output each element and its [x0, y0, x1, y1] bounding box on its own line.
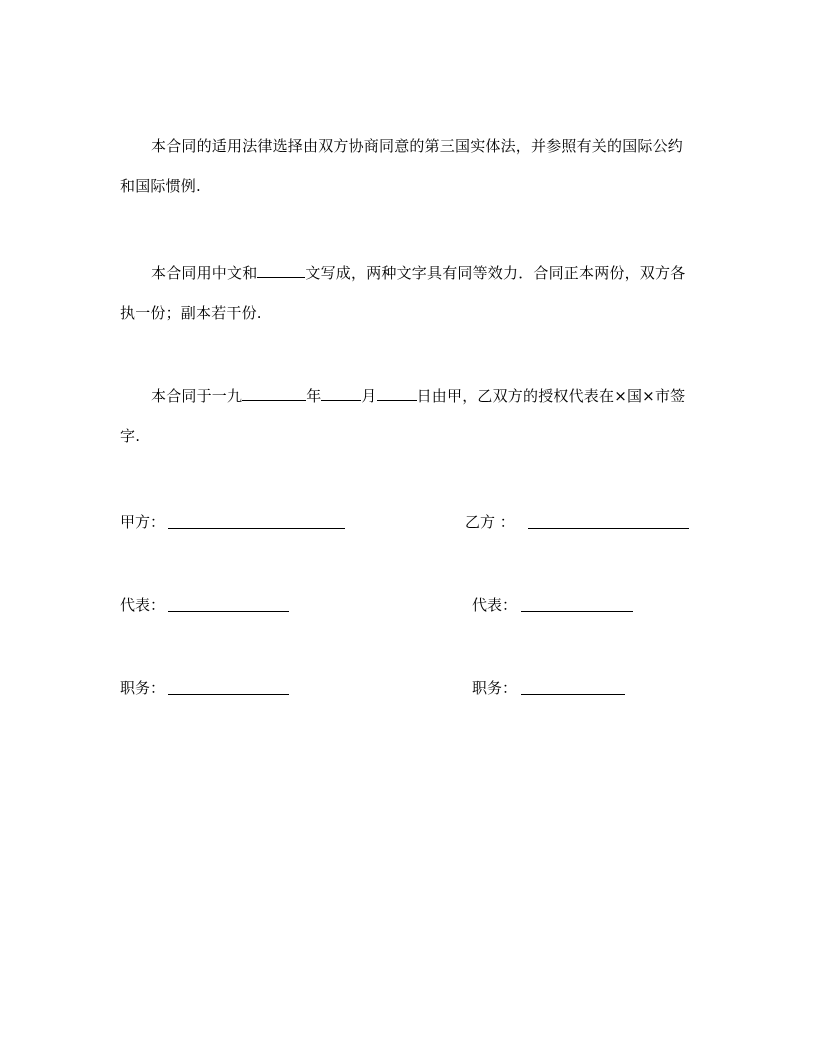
language-clause	[120, 253, 698, 333]
signing-year-label: 年	[306, 387, 322, 405]
language-text-before: 本合同用中文和	[151, 264, 258, 282]
rep-b-label: 代表：	[472, 596, 518, 614]
title-b-line[interactable]	[521, 694, 625, 695]
rep-a-line[interactable]	[168, 611, 289, 612]
language-text-after: 文写成，两种文字具有同等效力．合同正本两份，双方各执一份；副本若干份.	[120, 264, 686, 322]
party-b-line[interactable]	[528, 528, 689, 529]
signing-text-rest: 日由甲，乙双方的授权代表在×国×市签字.	[120, 387, 686, 445]
day-blank[interactable]	[377, 386, 417, 401]
signing-month-label: 月	[361, 387, 377, 405]
rep-b-row	[472, 593, 517, 617]
rep-b-line[interactable]	[521, 611, 633, 612]
party-b-label: 乙方 ：	[465, 513, 515, 531]
party-b-row	[465, 510, 515, 534]
title-b-label: 职务：	[472, 679, 518, 697]
signing-text-intro: 本合同于一九	[151, 387, 243, 405]
rep-a-label: 代表：	[120, 596, 166, 614]
governing-law-clause	[120, 126, 698, 206]
governing-law-text: 本合同的适用法律选择由双方协商同意的第三国实体法，并参照有关的国际公约和国际惯例.	[120, 137, 684, 195]
signing-clause	[120, 376, 698, 456]
year-blank[interactable]	[242, 386, 306, 401]
title-a-line[interactable]	[168, 694, 289, 695]
title-a-row	[120, 676, 165, 700]
month-blank[interactable]	[321, 386, 361, 401]
title-b-row	[472, 676, 517, 700]
rep-a-row	[120, 593, 165, 617]
party-a-label: 甲方：	[120, 513, 166, 531]
language-blank[interactable]	[257, 263, 305, 278]
party-a-line[interactable]	[168, 528, 345, 529]
title-a-label: 职务：	[120, 679, 166, 697]
party-a-row	[120, 510, 165, 534]
